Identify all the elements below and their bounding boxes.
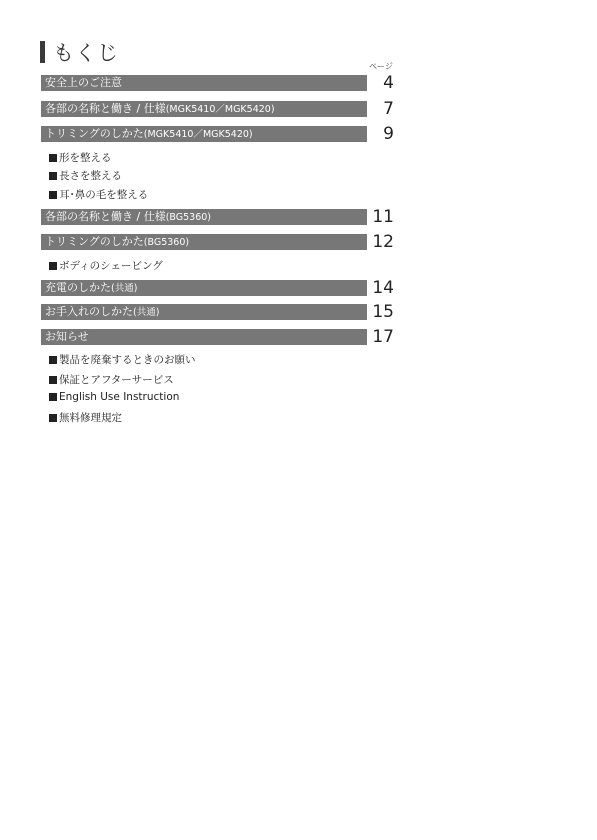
toc-subitem-label: 無料修理規定 [59, 412, 122, 424]
toc-page-number[interactable]: 7 [383, 99, 394, 119]
toc-page-number[interactable]: 17 [372, 327, 394, 347]
toc-subitem-label: 耳･鼻の毛を整える [59, 189, 149, 201]
toc-section-label: 充電のしかた [45, 281, 111, 294]
toc-section-qualifier: (共通) [111, 283, 138, 294]
toc-section-label: お手入れのしかた [45, 305, 133, 318]
page-title-block [40, 40, 119, 64]
toc-subitem[interactable] [49, 352, 196, 367]
toc-section-qualifier: (共通) [133, 307, 160, 318]
toc-section-bar[interactable] [41, 329, 367, 345]
toc-section-bar[interactable] [41, 234, 367, 250]
toc-section-bar[interactable] [41, 75, 367, 91]
bullet-square-icon [49, 172, 57, 180]
toc-section-bar[interactable] [41, 126, 367, 142]
bullet-square-icon [49, 376, 57, 384]
toc-section-safety[interactable] [41, 73, 394, 93]
toc-section-bar[interactable] [41, 304, 367, 320]
page-column-label: ページ [369, 62, 393, 71]
toc-subitem[interactable] [49, 410, 122, 425]
title-accent-bar [40, 41, 45, 63]
bullet-square-icon [49, 356, 57, 364]
bullet-square-icon [49, 414, 57, 422]
toc-subitem-label: English Use Instruction [59, 391, 180, 403]
toc-page-number[interactable]: 15 [372, 302, 394, 322]
toc-section-care[interactable] [41, 302, 394, 322]
toc-page-number[interactable]: 14 [372, 278, 394, 298]
toc-subitem[interactable] [49, 391, 179, 403]
toc-section-bar[interactable] [41, 209, 367, 225]
toc-section-notices[interactable] [41, 327, 394, 347]
toc-subitem[interactable] [49, 372, 174, 387]
toc-page-number[interactable]: 4 [383, 73, 394, 93]
page-title: もくじ [53, 41, 119, 65]
toc-section-parts-bg[interactable] [41, 207, 394, 227]
toc-page-number[interactable]: 11 [372, 207, 394, 227]
toc-section-qualifier: (MGK5410／MGK5420) [165, 104, 275, 115]
toc-section-qualifier: (BG5360) [143, 237, 190, 248]
toc-section-label: トリミングのしかた [45, 235, 144, 248]
toc-section-label: 各部の名称と働き / 仕様 [45, 102, 166, 115]
toc-section-label: 安全上のご注意 [45, 76, 122, 89]
toc-section-trimming-mgk[interactable] [41, 124, 394, 144]
toc-page-number[interactable]: 12 [372, 232, 394, 252]
toc-section-qualifier: (MGK5410／MGK5420) [143, 129, 253, 140]
bullet-square-icon [49, 191, 57, 199]
toc-subitem[interactable] [49, 187, 148, 202]
toc-section-bar[interactable] [41, 101, 367, 117]
toc-subitem[interactable] [49, 258, 163, 273]
toc-section-bar[interactable] [41, 280, 367, 296]
toc-section-label: 各部の名称と働き / 仕様 [45, 210, 166, 223]
toc-subitem-label: 保証とアフターサービス [59, 374, 174, 386]
toc-subitem-label: 長さを整える [59, 170, 122, 182]
toc-subitem-label: ボディのシェービング [59, 260, 163, 272]
toc-section-charging[interactable] [41, 278, 394, 298]
toc-subitem[interactable] [49, 168, 122, 183]
toc-section-qualifier: (BG5360) [165, 212, 212, 223]
toc-page-number[interactable]: 9 [383, 124, 394, 144]
bullet-square-icon [49, 262, 57, 270]
toc-section-label: お知らせ [45, 330, 89, 343]
toc-subitem-label: 形を整える [59, 152, 112, 164]
toc-section-parts-mgk[interactable] [41, 99, 394, 119]
toc-subitem-label: 製品を廃棄するときのお願い [59, 354, 196, 366]
toc-section-trimming-bg[interactable] [41, 232, 394, 252]
toc-subitem[interactable] [49, 150, 112, 165]
bullet-square-icon [49, 154, 57, 162]
bullet-square-icon [49, 393, 57, 401]
toc-section-label: トリミングのしかた [45, 127, 144, 140]
